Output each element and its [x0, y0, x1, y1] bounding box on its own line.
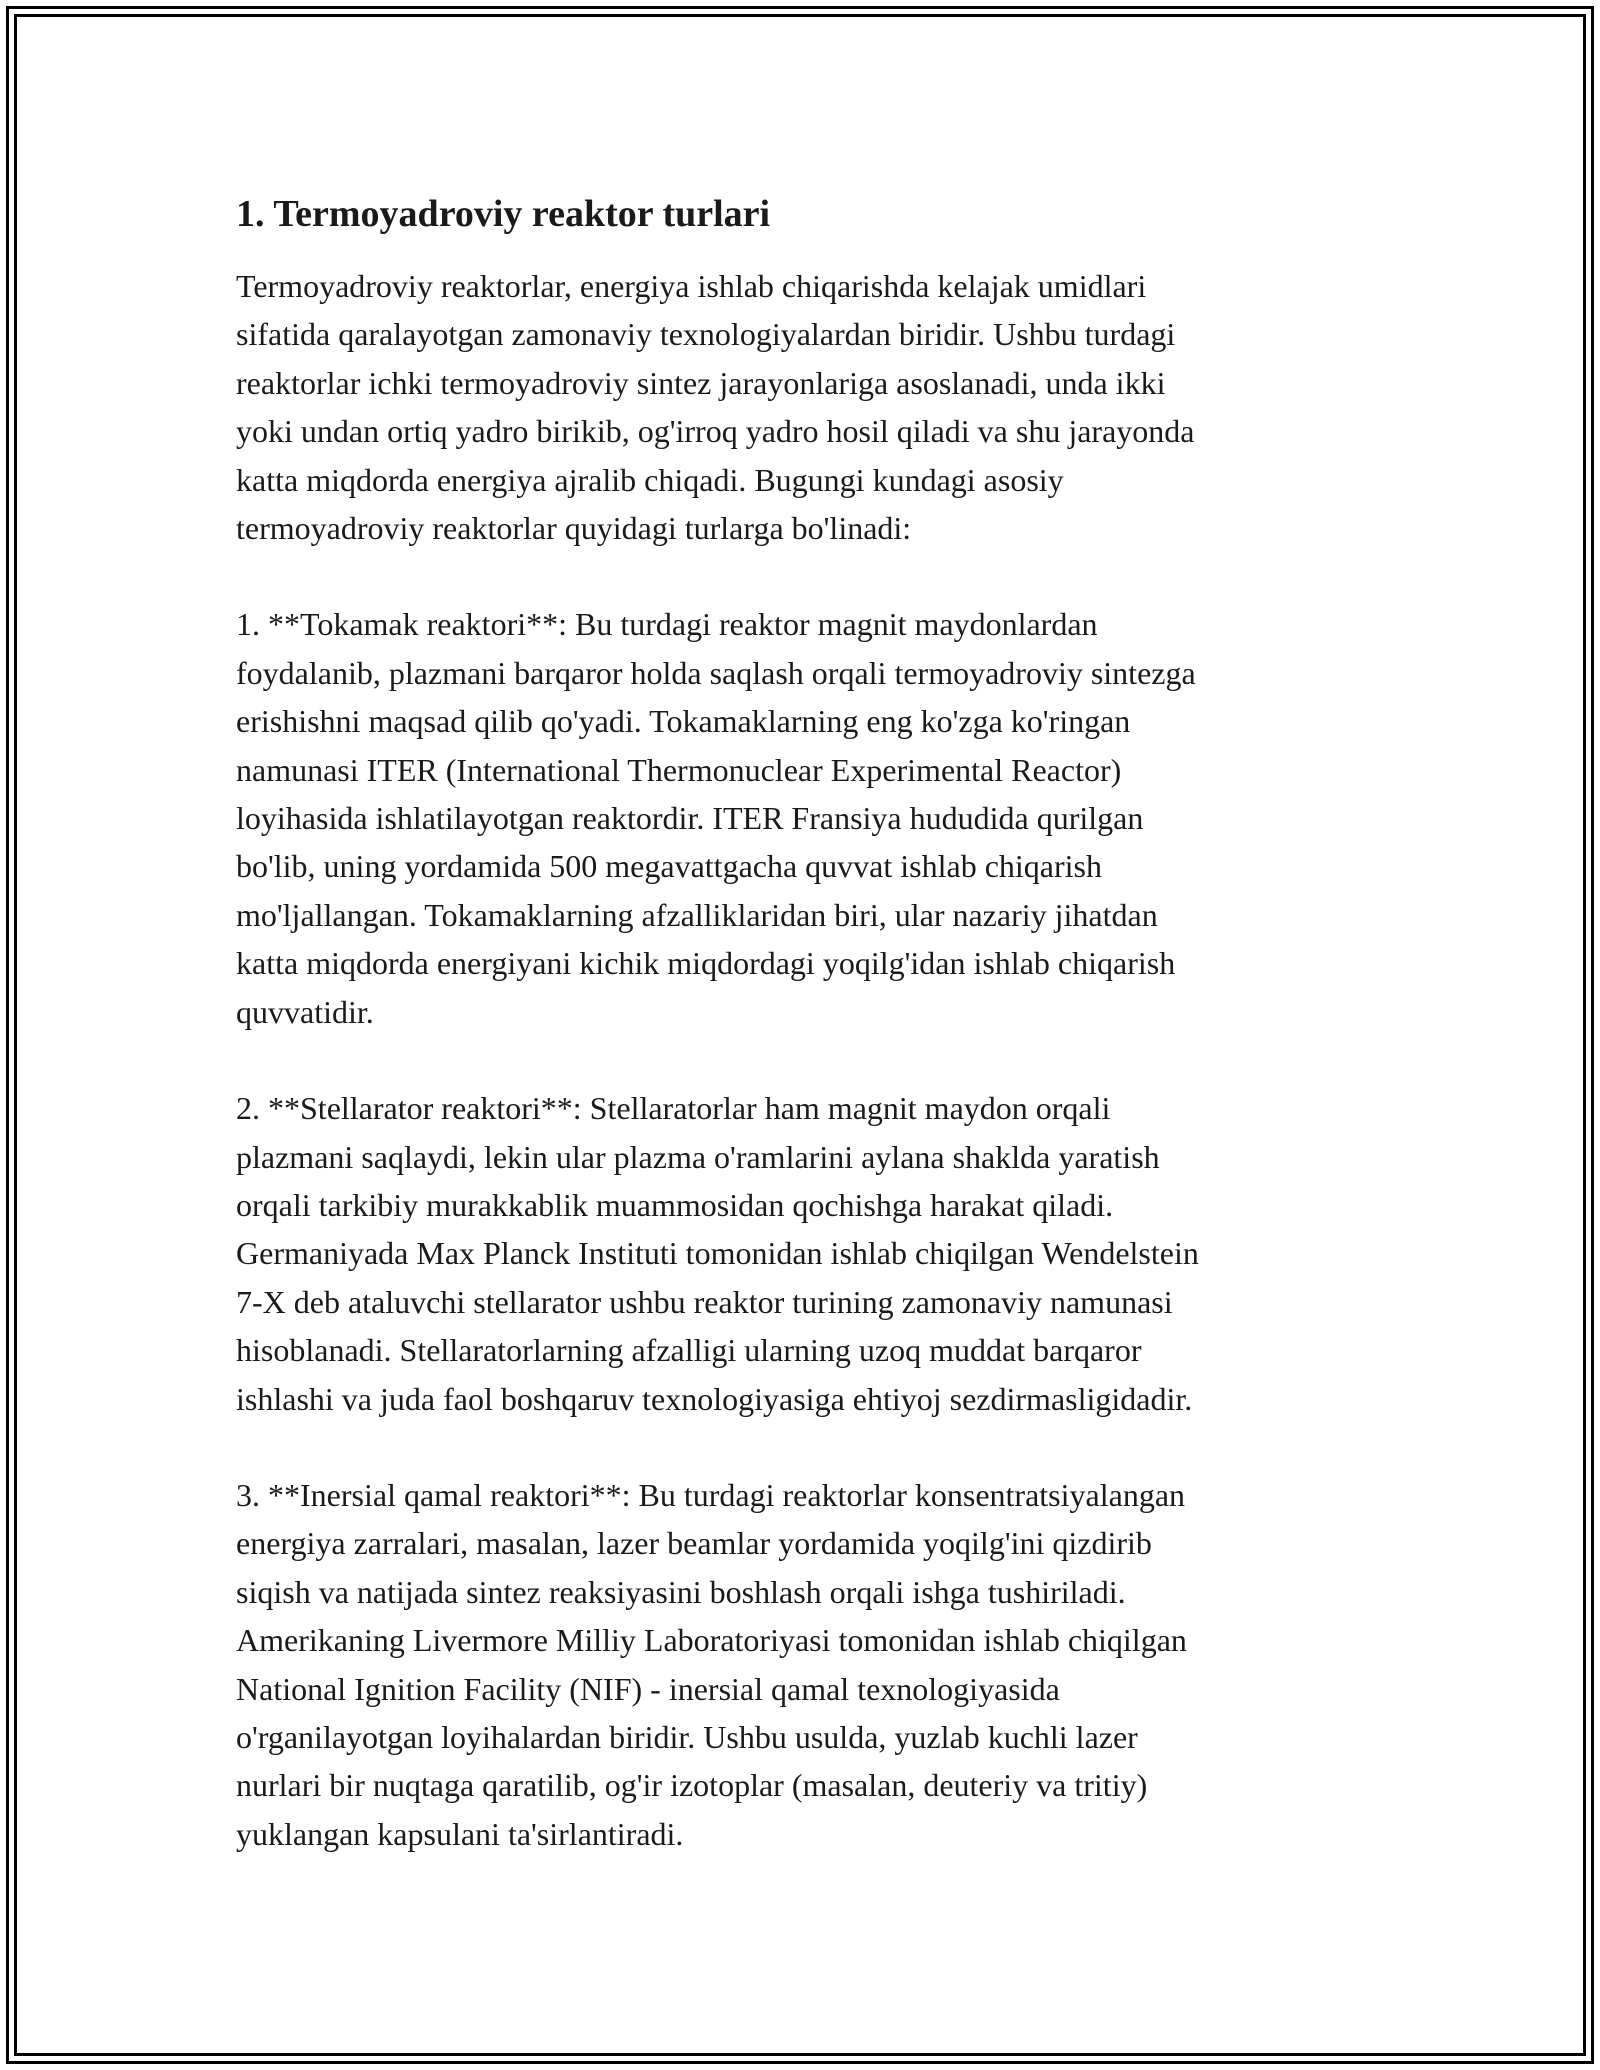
- document-body: [236, 188, 1366, 1906]
- inertial-confinement-paragraph: 3. **Inersial qamal reaktori**: Bu turdagi reaktorlar konsentratsiyalangan energiya zarralari, masalan, lazer beamlar yordamida yoqilg'ini qizdirib siqish va natijada sintez reaksiyasini boshlash orqali ishga tushiriladi. Amerikaning Livermore Milliy Laboratoriyasi tomonidan ishlab chiqilgan National Ignition Facility (NIF) - inersial qamal texnologiyasida o'rganilayotgan loyihalardan biridir. Ushbu usulda, yuzlab kuchli lazer nurlari bir nuqtaga qaratilib, og'ir izotoplar (masalan, deuteriy va tritiy) yuklangan kapsulani ta'sirlantiradi.: [236, 1476, 1187, 1852]
- stellarator-paragraph: 2. **Stellarator reaktori**: Stellaratorlar ham magnit maydon orqali plazmani saqlaydi, lekin ular plazma o'ramlarini aylana shaklda yaratish orqali tarkibiy murakkablik muammosidan qochishga harakat qiladi. Germaniyada Max Planck Instituti tomonidan ishlab chiqilgan Wendelstein 7-X deb ataluvchi stellarator ushbu reaktor turining zamonaviy namunasi hisoblanadi. Stellaratorlarning afzalligi ularning uzoq muddat barqaror ishlashi va juda faol boshqaruv texnologiyasiga ehtiyoj sezdirmasligidadir.: [236, 1090, 1199, 1417]
- intro-paragraph: Termoyadroviy reaktorlar, energiya ishlab chiqarishda kelajak umidlari sifatida qaralayotgan zamonaviy texnologiyalardan biridir. Ushbu turdagi reaktorlar ichki termoyadroviy sintez jarayonlariga asoslanadi, unda ikki yoki undan ortiq yadro birikib, og'irroq yadro hosil qiladi va shu jarayonda katta miqdorda energiya ajralib chiqadi. Bugungi kundagi asosiy termoyadroviy reaktorlar quyidagi turlarga bo'linadi:: [236, 268, 1195, 547]
- section-heading: 1. Termoyadroviy reaktor turlari: [236, 193, 771, 235]
- tokamak-paragraph: 1. **Tokamak reaktori**: Bu turdagi reaktor magnit maydonlardan foydalanib, plazmani barqaror holda saqlash orqali termoyadroviy sintezga erishishni maqsad qilib qo'yadi. Tokamaklarning eng ko'zga ko'ringan namunasi ITER (International Thermonuclear Experimental Reactor) loyihasida ishlatilayotgan reaktordir. ITER Fransiya hududida qurilgan bo'lib, uning yordamida 500 megavattgacha quvvat ishlab chiqarish mo'ljallangan. Tokamaklarning afzalliklaridan biri, ular nazariy jihatdan katta miqdorda energiyani kichik miqdordagi yoqilg'idan ishlab chiqarish quvvatidir.: [236, 606, 1196, 1030]
